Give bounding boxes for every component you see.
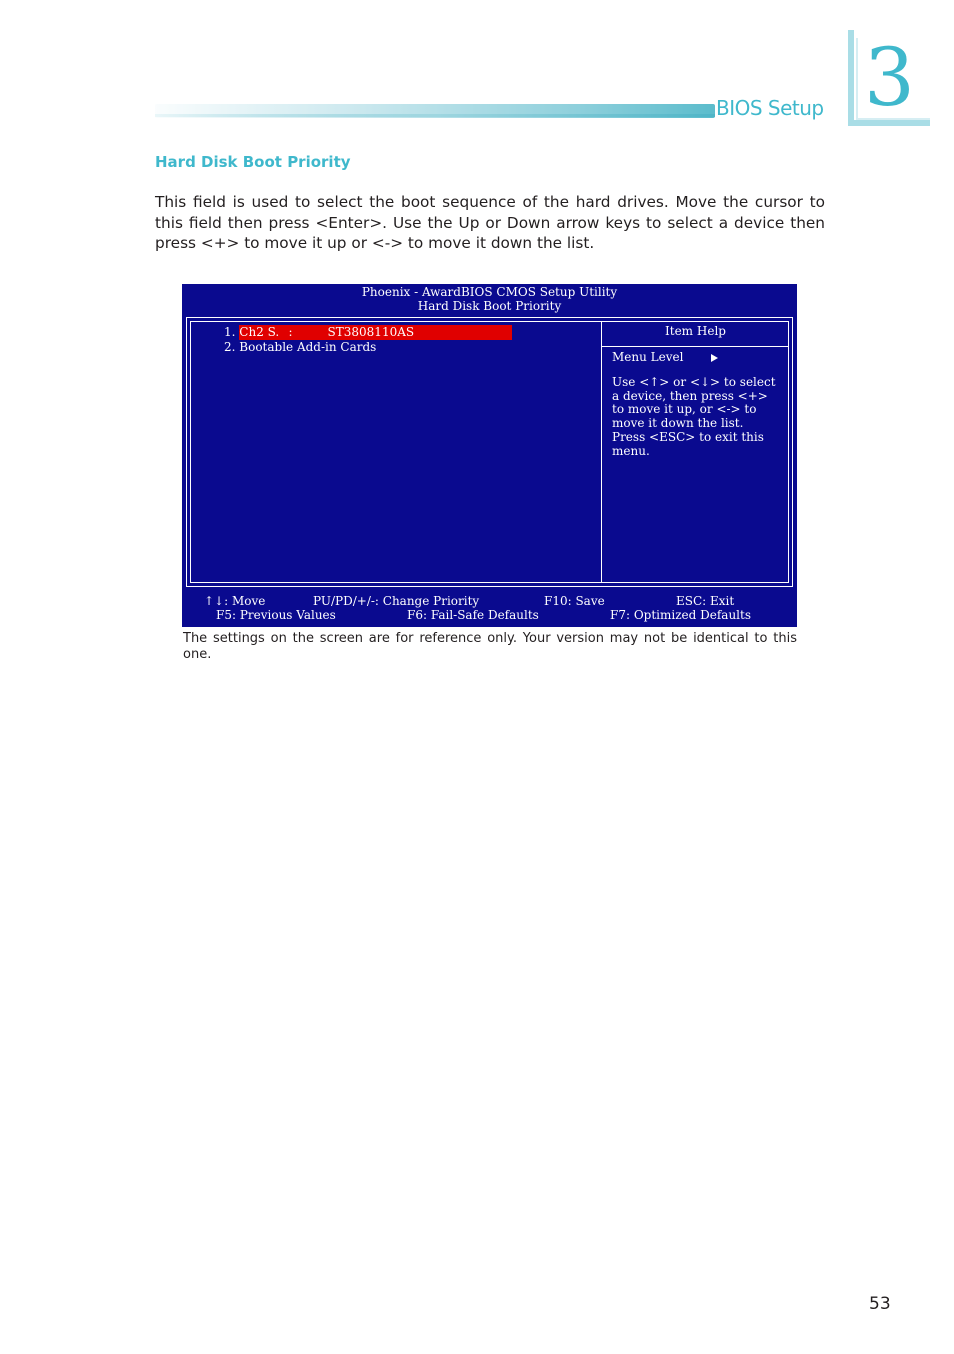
boot-item[interactable] [224,340,512,355]
header-decorative-line [155,114,715,117]
help-line: move it down the list. [612,416,744,431]
bios-utility-title: Phoenix - AwardBIOS CMOS Setup Utility [361,285,618,299]
boot-item-index: 1. [224,325,236,339]
help-line: menu. [612,443,650,458]
bios-title [182,284,797,313]
help-line: Press <ESC> to exit this [612,429,764,444]
boot-item-selected[interactable] [224,325,512,340]
description-paragraph: This field is used to select the boot sequence of the hard drives. Move the cursor to this field then press <Enter>. Use the Up or Down arrow keys to select a device then press <+> to move it up or <-> to move it down the list. [155,193,825,252]
help-line: to move it up, or <-> to [612,402,757,417]
boot-item-index: 2. [224,340,236,354]
menu-level-label: Menu Level [612,350,684,364]
key-previous-values: F5: Previous Values [216,608,336,622]
bios-screen [182,284,797,627]
page-heading: Hard Disk Boot Priority [155,153,351,171]
boot-item-colon: : [288,325,293,339]
item-help-text [612,376,787,458]
boot-item-label: Bootable Add-in Cards [239,340,377,354]
bios-help-separator [602,346,789,347]
bios-page-title: Hard Disk Boot Priority [417,299,562,313]
bios-panel-divider [601,321,602,583]
item-help-title: Item Help [665,324,726,338]
key-move: ↑↓: Move [204,594,266,608]
section-title: BIOS Setup [716,96,824,120]
screenshot-caption: The settings on the screen are for reference only. Your version may not be identical to this one. [183,631,797,662]
key-change-priority: PU/PD/+/-: Change Priority [313,594,480,608]
boot-priority-list [224,325,512,355]
chapter-number: 3 [864,31,915,124]
boot-item-device: ST3808110AS [327,325,415,339]
key-save: F10: Save [544,594,605,608]
help-line: a device, then press <+> [612,388,768,403]
key-failsafe-defaults: F6: Fail-Safe Defaults [407,608,539,622]
page-number: 53 [869,1294,891,1314]
menu-level-arrow-icon [711,354,718,362]
boot-item-channel: Ch2 S. [239,325,280,339]
boot-item-highlight[interactable] [239,325,512,340]
key-exit: ESC: Exit [676,594,735,608]
help-line: Use <↑> or <↓> to select [612,375,776,389]
key-optimized-defaults: F7: Optimized Defaults [610,608,751,622]
